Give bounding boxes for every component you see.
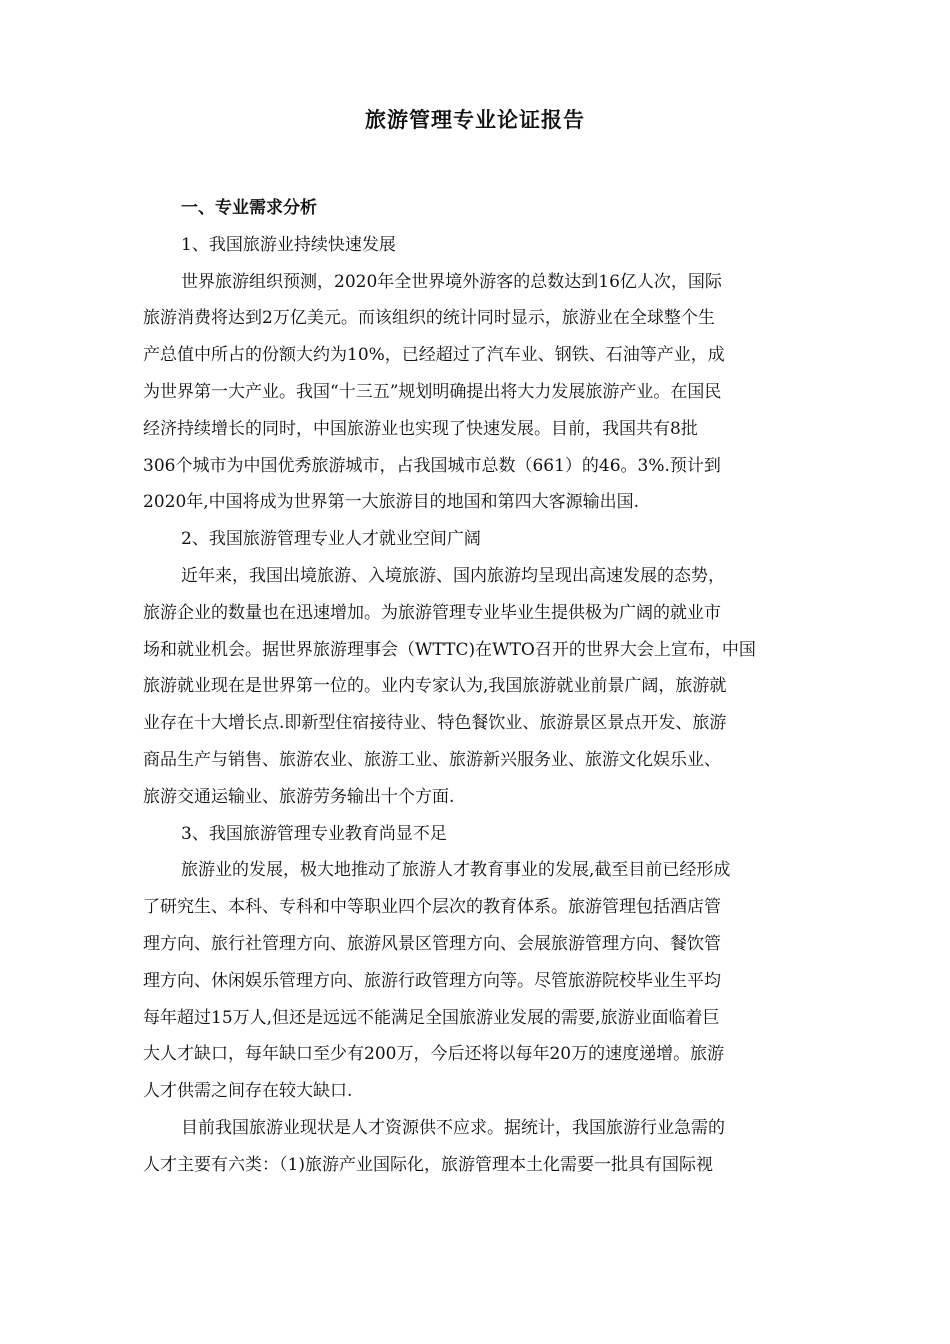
text-line: 每年超过15万人,但还是远远不能满足全国旅游业发展的需要,旅游业面临着巨 <box>143 1007 720 1028</box>
text-line: 旅游业的发展，极大地推动了旅游人才教育事业的发展,截至目前已经形成 <box>181 860 731 881</box>
text-line: 理方向、旅行社管理方向、旅游风景区管理方向、会展旅游管理方向、餐饮管 <box>143 933 721 954</box>
text-line: 理方向、休闲娱乐管理方向、旅游行政管理方向等。尽管旅游院校毕业生平均 <box>143 970 721 991</box>
document-body <box>143 190 807 1184</box>
text-line: 旅游就业现在是世界第一位的。业内专家认为,我国旅游就业前景广阔，旅游就 <box>143 676 727 697</box>
text-line: 世界旅游组织预测，2020年全世界境外游客的总数达到16亿人次，国际 <box>181 271 722 292</box>
text-line: 旅游消费将达到2万亿美元。而该组织的统计同时显示，旅游业在全球整个生 <box>143 308 715 329</box>
text-line: 近年来，我国出境旅游、入境旅游、国内旅游均呈现出高速发展的态势， <box>181 565 725 586</box>
text-line: 旅游企业的数量也在迅速增加。为旅游管理专业毕业生提供极为广阔的就业市 <box>143 602 721 623</box>
text-line: 了研究生、本科、专科和中等职业四个层次的教育体系。旅游管理包括酒店管 <box>143 897 721 918</box>
section-heading: 一、专业需求分析 <box>181 198 317 218</box>
text-line: 经济持续增长的同时，中国旅游业也实现了快速发展。目前，我国共有8批 <box>143 418 698 439</box>
text-line: 306个城市为中国优秀旅游城市，占我国城市总数（661）的46。3%.预计到 <box>143 455 721 476</box>
text-line: 人才主要有六类：（1)旅游产业国际化，旅游管理本土化需要一批具有国际视 <box>143 1154 713 1175</box>
text-line: 商品生产与销售、旅游农业、旅游工业、旅游新兴服务业、旅游文化娱乐业、 <box>143 749 721 770</box>
text-line: 1、我国旅游业持续快速发展 <box>181 234 396 255</box>
text-line: 业存在十大增长点.即新型住宿接待业、特色餐饮业、旅游景区景点开发、旅游 <box>143 713 727 734</box>
document-title: 旅游管理专业论证报告 <box>365 107 585 132</box>
text-line: 2020年,中国将成为世界第一大旅游目的地国和第四大客源输出国. <box>143 492 640 513</box>
text-line: 人才供需之间存在较大缺口. <box>143 1081 353 1102</box>
text-line: 为世界第一大产业。我国“十三五”规划明确提出将大力发展旅游产业。在国民 <box>143 381 722 402</box>
text-line: 旅游交通运输业、旅游劳务输出十个方面. <box>143 786 455 807</box>
text-line: 场和就业机会。据世界旅游理事会（WTTC)在WTO召开的世界大会上宣布，中国 <box>143 639 756 660</box>
text-line: 目前我国旅游业现状是人才资源供不应求。据统计，我国旅游行业急需的 <box>181 1117 725 1138</box>
text-line: 大人才缺口，每年缺口至少有200万，今后还将以每年20万的速度递增。旅游 <box>143 1044 725 1065</box>
text-line: 2、我国旅游管理专业人才就业空间广阔 <box>181 529 481 550</box>
text-line: 3、我国旅游管理专业教育尚显不足 <box>181 823 447 844</box>
text-line: 产总值中所占的份额大约为10%，已经超过了汽车业、钢铁、石油等产业，成 <box>143 345 725 366</box>
